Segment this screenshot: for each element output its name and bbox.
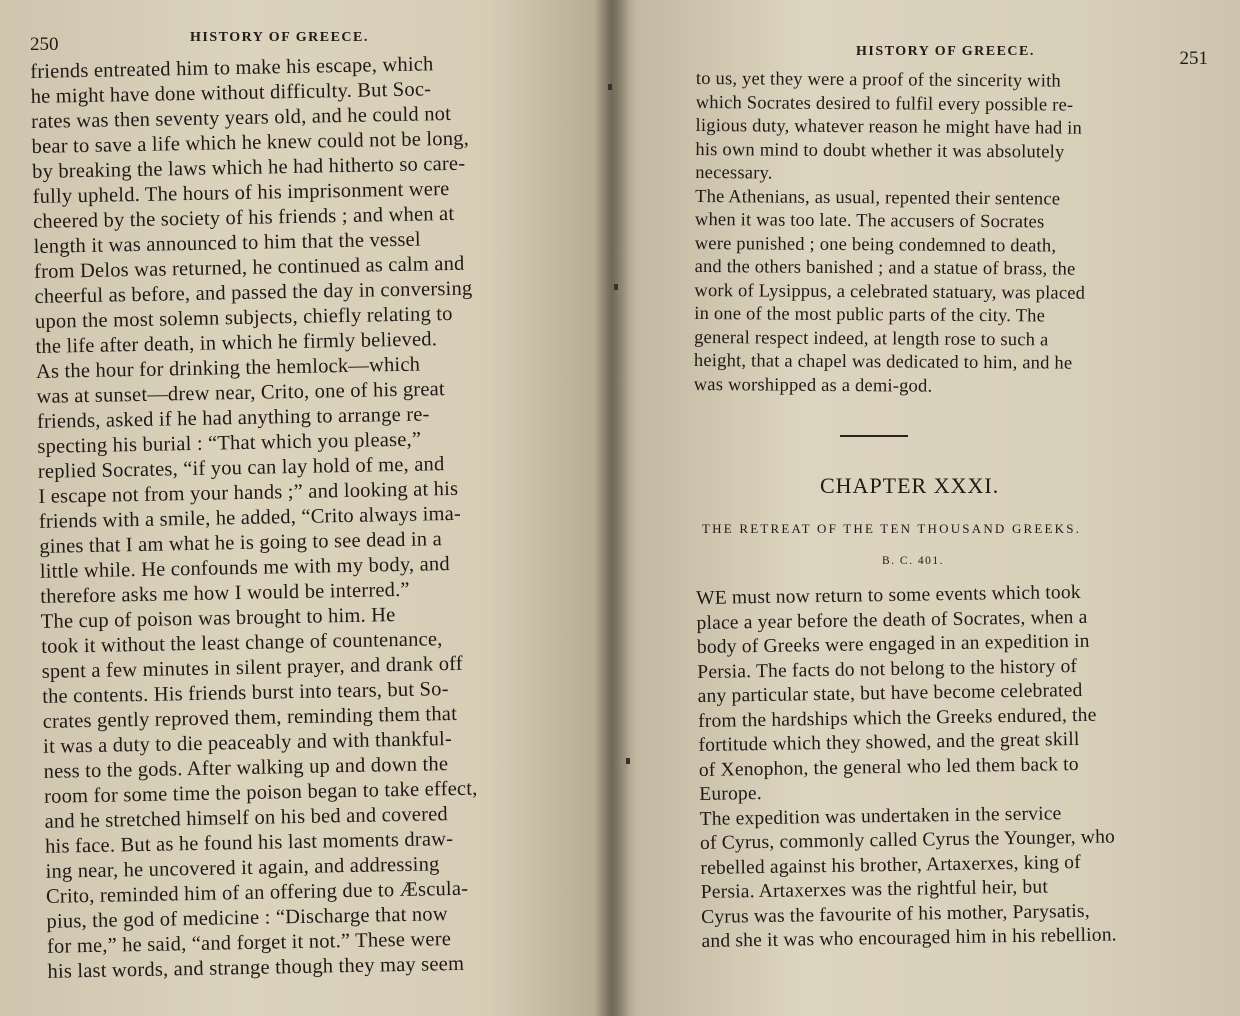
text-line: his own mind to doubt whether it was absolutely xyxy=(695,139,1065,163)
text-line: necessary. xyxy=(695,162,773,184)
text-line: he might have done without difficulty. But Soc- xyxy=(30,78,432,108)
text-line: therefore asks me how I would be interred.” xyxy=(40,578,410,608)
text-line: cheerful as before, and passed the day in conversing xyxy=(34,277,473,308)
text-line: in one of the most public parts of the city. The xyxy=(694,303,1046,327)
text-line: was at sunset—drew near, Crito, one of his great xyxy=(36,378,446,408)
text-line: ligious duty, whatever reason he might have had in xyxy=(695,115,1083,139)
text-line: gines that I am what he is going to see dead in a xyxy=(39,528,443,558)
text-line: spent a few minutes in silent prayer, and drank off xyxy=(41,652,464,683)
text-line: length it was announced to him that the vessel xyxy=(33,228,421,258)
text-line: friends with a smile, he added, “Crito always ima- xyxy=(38,502,462,533)
right-page-text-top xyxy=(694,68,1212,401)
text-line: any particular state, but have become celebrated xyxy=(697,679,1083,707)
left-page-text xyxy=(30,50,584,985)
text-line: bear to save a life which he knew could not be long, xyxy=(31,127,470,158)
text-line: upon the most solemn subjects, chiefly relating to xyxy=(34,302,453,333)
text-line: the contents. His friends burst into tears, but So- xyxy=(42,678,449,708)
text-line: I escape not from your hands ;” and looking at his xyxy=(38,477,459,508)
right-running-title: HISTORY OF GREECE. xyxy=(856,44,1035,59)
text-line: took it without the least change of countenance, xyxy=(41,628,443,658)
text-line: Crito, reminded him of an offering due to Æscula- xyxy=(45,877,469,908)
text-line: and she it was who encouraged him in his rebellion. xyxy=(701,924,1117,952)
text-line: friends entreated him to make his escape, which xyxy=(30,53,434,83)
text-line: friends, asked if he had anything to arrange re- xyxy=(36,403,430,433)
right-page xyxy=(612,0,1240,1016)
text-line: As the hour for drinking the hemlock—which xyxy=(35,353,421,383)
text-line: specting his burial : “That which you please,” xyxy=(37,428,422,458)
text-line: from Delos was returned, he continued as calm and xyxy=(33,252,465,283)
text-line: work of Lysippus, a celebrated statuary, was placed xyxy=(694,280,1086,304)
text-line: The Athenians, as usual, repented their sentence xyxy=(695,186,1061,210)
text-line: rates was then seventy years old, and he could not xyxy=(30,102,452,133)
text-line: ing near, he uncovered it again, and addressing xyxy=(45,853,440,883)
left-page xyxy=(0,0,612,1016)
text-line: body of Greeks were engaged in an expedition in xyxy=(696,630,1090,658)
text-line: which Socrates desired to fulfil every possible re- xyxy=(695,92,1074,116)
text-line: height, that a chapel was dedicated to him, and he xyxy=(693,350,1073,374)
text-line: when it was too late. The accusers of Socrates xyxy=(694,209,1045,233)
text-line: crates gently reproved them, reminding them that xyxy=(42,702,458,733)
book-gutter xyxy=(596,0,630,1016)
binding-thread-mark xyxy=(614,284,618,290)
text-line: Cyrus was the favourite of his mother, Parysatis, xyxy=(701,900,1090,928)
text-line: general respect indeed, at length rose to such a xyxy=(694,327,1049,350)
text-line: pius, the god of medicine : “Discharge that now xyxy=(46,903,448,933)
right-page-number: 251 xyxy=(1179,48,1208,69)
text-line: for me,” he said, “and forget it not.” These were xyxy=(46,928,452,958)
text-line: his face. But as he found his last moments draw- xyxy=(44,828,454,858)
text-line: were punished ; one being condemned to death, xyxy=(694,233,1057,257)
text-line: of Cyrus, commonly called Cyrus the Younger, who xyxy=(699,826,1116,854)
text-line: room for some time the poison began to take effect, xyxy=(43,777,478,808)
text-line: replied Socrates, “if you can lay hold of me, and xyxy=(37,453,445,483)
left-page-number: 250 xyxy=(30,34,59,55)
text-line: it was a duty to die peaceably and with thankful- xyxy=(42,728,453,758)
text-line: ness to the gods. After walking up and down the xyxy=(43,753,449,783)
text-line: of Xenophon, the general who led them back to xyxy=(698,753,1079,781)
text-line: fully upheld. The hours of his imprisonment were xyxy=(32,177,450,208)
text-line: the life after death, in which he firmly believed. xyxy=(35,328,438,358)
chapter-heading: CHAPTER XXXI. xyxy=(820,473,1000,498)
text-line: from the hardships which the Greeks endured, the xyxy=(697,704,1097,732)
text-line: was worshipped as a demi-god. xyxy=(693,374,933,397)
text-line: WE must now return to some events which took xyxy=(696,581,1081,609)
binding-thread-mark xyxy=(626,758,630,764)
right-running-head xyxy=(696,38,1212,68)
binding-thread-mark xyxy=(608,84,612,90)
text-line: Persia. Artaxerxes was the rightful heir, but xyxy=(700,876,1049,903)
text-line: to us, yet they were a proof of the sincerity with xyxy=(695,68,1061,92)
text-line: rebelled against his brother, Artaxerxes, king of xyxy=(700,851,1082,879)
text-line: Europe. xyxy=(699,782,763,805)
section-divider xyxy=(840,435,908,437)
text-line: his last words, and strange though they may seem xyxy=(47,952,465,983)
right-page-text-bottom xyxy=(696,579,1218,955)
chapter-title: THE RETREAT OF THE TEN THOUSAND GREEKS. xyxy=(702,521,1082,536)
left-running-title: HISTORY OF GREECE. xyxy=(190,30,369,45)
text-line: cheered by the society of his friends ; and when at xyxy=(32,202,455,233)
text-line: place a year before the death of Socrates, when a xyxy=(696,606,1088,634)
text-line: The cup of poison was brought to him. He xyxy=(40,604,396,633)
text-line: fortitude which they showed, and the great skill xyxy=(698,728,1080,756)
chapter-date: B. C. 401. xyxy=(882,555,944,567)
text-line: Persia. The facts do not belong to the history of xyxy=(697,655,1078,683)
text-line: and the others banished ; and a statue of brass, the xyxy=(694,256,1076,280)
text-line: by breaking the laws which he had hitherto so care- xyxy=(31,152,466,183)
text-line: The expedition was undertaken in the service xyxy=(699,802,1062,830)
text-line: little while. He confounds me with my body, and xyxy=(39,553,450,583)
text-line: and he stretched himself on his bed and covered xyxy=(44,803,449,833)
